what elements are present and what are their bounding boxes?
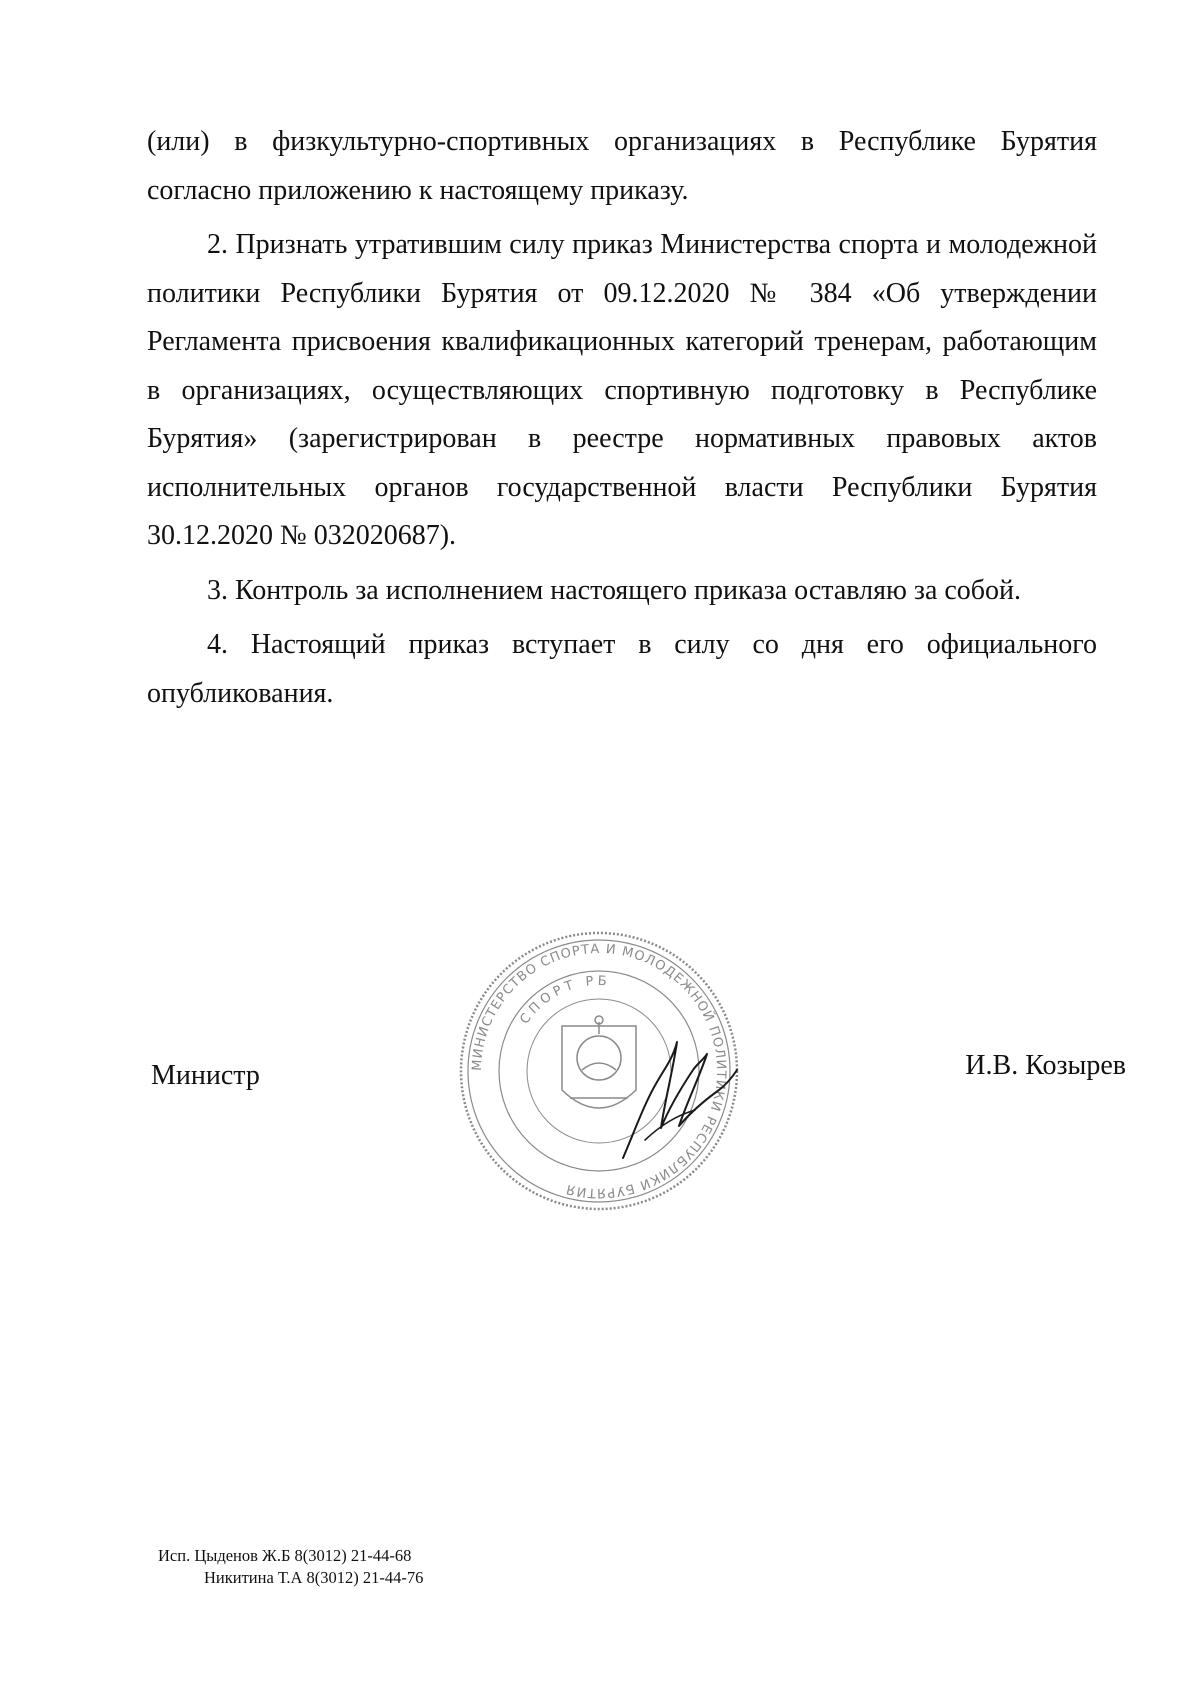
paragraph-continuation: (или) в физкультурно-спортивных организациях в Республике Бурятия согласно приложению к настоящему приказу. bbox=[147, 126, 1097, 206]
svg-text:СПОРТ РБ: СПОРТ РБ bbox=[517, 973, 611, 1028]
svg-text:МИНИСТЕРСТВО СПОРТА И МОЛОДЕЖН: МИНИСТЕРСТВО СПОРТА И МОЛОДЕЖНОЙ ПОЛИТИКИ РЕСПУБЛИКИ БУРЯТИЯ bbox=[469, 941, 729, 1201]
signatory-name: И.В. Козырев bbox=[965, 1050, 1126, 1081]
paragraph-item-4: 4. Настоящий приказ вступает в силу со дня его официального опубликования. bbox=[147, 629, 1097, 709]
document-body bbox=[147, 118, 1097, 718]
executor-line-2: Никитина Т.А 8(3012) 21-44-76 bbox=[204, 1568, 424, 1587]
handwritten-signature-icon bbox=[615, 1030, 740, 1170]
signatory-title: Министр bbox=[151, 1060, 260, 1091]
executor-line-1: Исп. Цыденов Ж.Б 8(3012) 21-44-68 bbox=[158, 1546, 412, 1565]
paragraph-item-2: 2. Признать утратившим силу приказ Министерства спорта и молодежной политики Республики Бурятия от 09.12.2020 № 384 «Об утверждении Регламента присвоения квалификационных категорий тренерам, работающим в организациях, осуществляющих спортивную подготовку в Республике Бурятия» (зарегистрирован в реестре нормативных правовых актов исполнительных органов государственной власти Республики Бурятия 30.12.2020 № 032020687). bbox=[147, 229, 1097, 551]
paragraph-item-3: 3. Контроль за исполнением настоящего приказа оставляю за собой. bbox=[207, 574, 1022, 606]
executor-contacts bbox=[158, 1545, 423, 1589]
